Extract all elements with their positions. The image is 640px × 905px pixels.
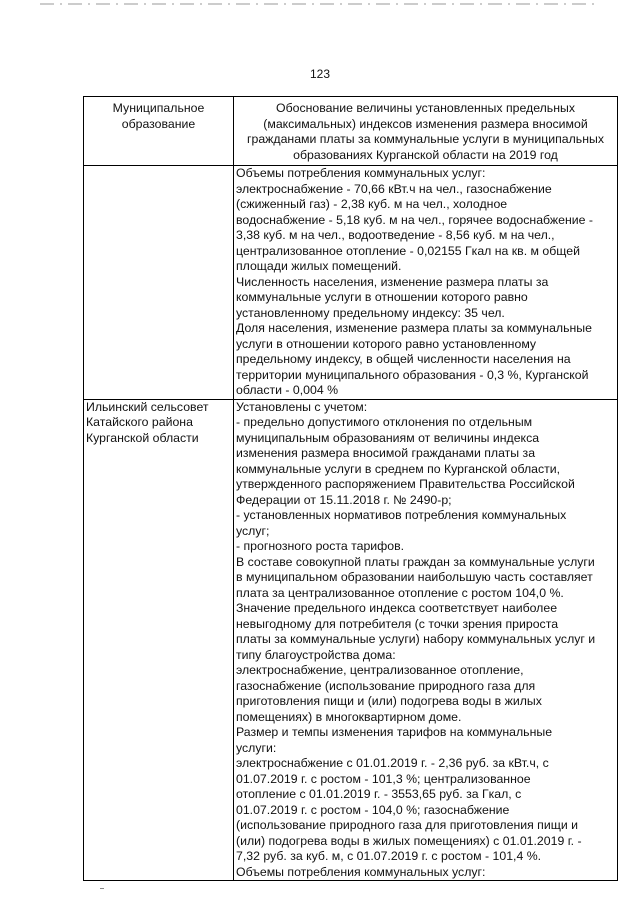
municipality-name-line: Курганской области <box>86 430 199 445</box>
text-line: Муниципальное <box>112 101 205 115</box>
municipality-cell <box>84 399 234 881</box>
text-line: территории муниципального образования - 0,3 %, Курганской <box>236 367 589 382</box>
text-line: изменения размера вносимой гражданами платы за <box>236 446 536 460</box>
text-line: (сжиженный газ) - 2,38 куб. м на чел., холодное <box>236 197 508 211</box>
text-line: Значение предельного индекса соответствует наиболее <box>236 601 558 615</box>
text-line: гражданами платы за коммунальные услуги в муниципальных <box>247 132 604 146</box>
table-row <box>84 166 618 400</box>
scan-edge-marks <box>0 3 640 5</box>
justification-cell <box>234 399 618 881</box>
justification-table <box>83 96 618 881</box>
text-line: - установленных нормативов потребления коммунальных <box>236 508 567 522</box>
scan-speck <box>100 888 104 889</box>
header-justification <box>234 97 618 166</box>
text-line: (максимальных) индексов изменения размера вносимой <box>263 116 588 131</box>
text-line: коммунальные услуги в отношении которого равно <box>236 290 528 304</box>
text-line: плата за централизованное отопление с ростом 104,0 %. <box>236 585 564 600</box>
text-line: централизованное отопление - 0,02155 Гкал на кв. м общей <box>236 243 580 258</box>
text-line: утвержденного распоряжением Правительства Российской <box>236 477 575 491</box>
text-line: установленному предельному индексу: 35 чел. <box>236 305 505 320</box>
text-line: образование <box>121 116 196 131</box>
text-line: приготовления пищи и (или) подогрева воды в жилых <box>236 694 542 708</box>
text-line: 7,32 руб. за куб. м, с 01.07.2019 г. с ростом - 101,4 %. <box>236 849 542 863</box>
text-line: коммунальные услуги в среднем по Курганской области, <box>236 461 561 476</box>
text-line: типу благоустройства дома: <box>236 647 396 662</box>
header-municipality <box>84 97 234 166</box>
text-line: услуги: <box>236 740 277 755</box>
text-line: В составе совокупной платы граждан за коммунальные услуги <box>236 554 595 569</box>
text-line: Доля населения, изменение размера платы за коммунальные <box>236 321 592 335</box>
municipality-name-line: Ильинский сельсовет <box>86 399 209 414</box>
text-line: Объемы потребления коммунальных услуг: <box>236 166 486 180</box>
text-line: в муниципальном образовании наибольшую часть составляет <box>236 570 593 584</box>
municipality-name-line: Катайского района <box>86 415 193 429</box>
text-line: площади жилых помещений. <box>236 259 402 273</box>
justification-cell <box>234 166 618 400</box>
text-line: предельному индексу, в общей численности населения на <box>236 352 571 366</box>
text-line: образованиях Курганской области на 2019 год <box>293 147 558 162</box>
text-line: Объемы потребления коммунальных услуг: <box>236 864 486 879</box>
text-line: водоснабжение - 5,18 куб. м на чел., горячее водоснабжение - <box>236 212 594 227</box>
text-line: - предельно допустимого отклонения по отдельным <box>236 415 533 429</box>
municipality-cell <box>84 166 234 400</box>
text-line: области - 0,004 % <box>236 383 339 397</box>
text-line: 01.07.2019 г. с ростом - 101,3 %; централизованное <box>236 771 531 786</box>
text-line: 01.07.2019 г. с ростом - 104,0 %; газоснабжение <box>236 802 510 817</box>
table-row <box>84 399 618 881</box>
text-line: муниципальным образованиям от величины индекса <box>236 430 540 445</box>
text-line: невыгодному для потребителя (с точки зрения прироста <box>236 616 559 631</box>
text-line: Численность населения, изменение размера платы за <box>236 274 549 289</box>
table-header-row <box>84 97 618 166</box>
text-line: (использование природного газа для приготовления пищи и <box>236 818 578 832</box>
text-line: Установлены с учетом: <box>236 399 368 414</box>
text-line: электроснабжение с 01.01.2019 г. - 2,36 руб. за кВт.ч, с <box>236 756 549 770</box>
text-line: Федерации от 15.11.2018 г. № 2490-р; <box>236 492 452 507</box>
text-line: услуги в отношении которого равно установленному <box>236 336 537 351</box>
text-line: электроснабжение, централизованное отопление, <box>236 663 524 677</box>
page-number: 123 <box>309 67 331 81</box>
text-line: услуг; <box>236 523 270 538</box>
text-line: Обоснование величины установленных предельных <box>276 101 575 115</box>
text-line: - прогнозного роста тарифов. <box>236 539 405 553</box>
text-line: отопление с 01.01.2019 г. - 3553,65 руб. за Гкал, с <box>236 787 522 801</box>
text-line: (или) подогрева воды в жилых помещениях) с 01.01.2019 г. - <box>236 833 582 848</box>
table-body <box>84 97 618 881</box>
text-line: платы за коммунальные услуги) набору коммунальных услуг и <box>236 632 596 646</box>
text-line: 3,38 куб. м на чел., водоотведение - 8,56 куб. м на чел., <box>236 228 555 242</box>
text-line: Размер и темпы изменения тарифов на коммунальные <box>236 725 553 739</box>
text-line: помещениях) в многоквартирном доме. <box>236 709 462 724</box>
text-line: электроснабжение - 70,66 кВт.ч на чел., газоснабжение <box>236 181 552 196</box>
text-line: газоснабжение (использование природного газа для <box>236 678 536 693</box>
